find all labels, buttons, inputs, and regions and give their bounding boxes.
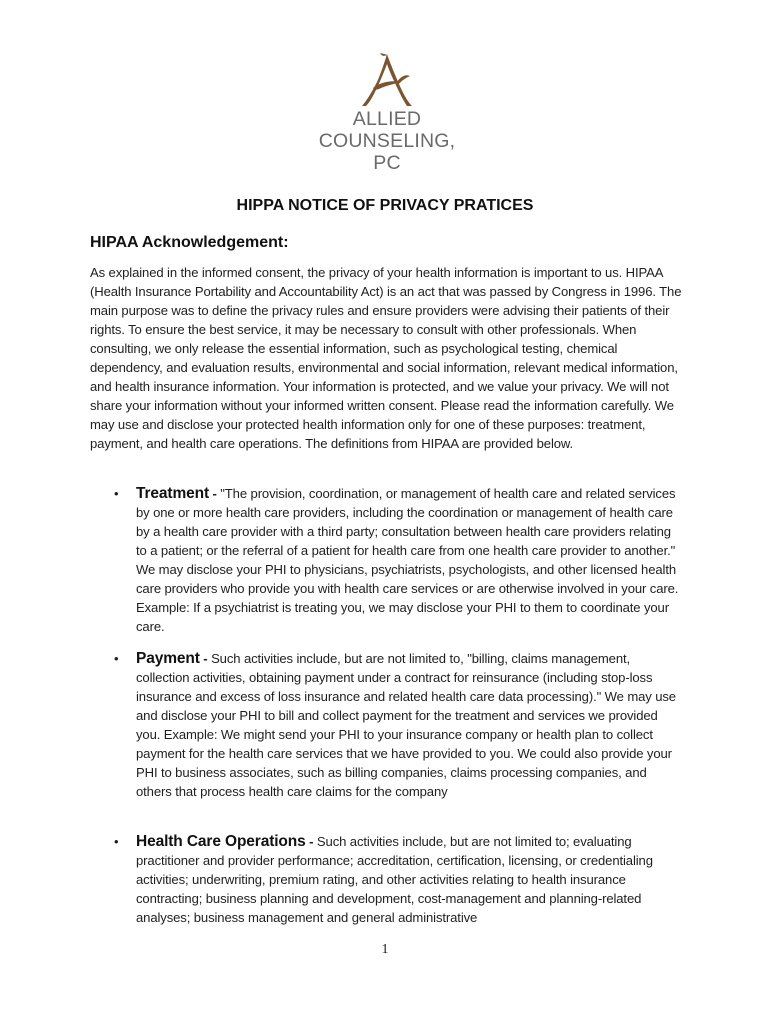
page-number: 1 xyxy=(381,942,389,957)
logo-line-1: ALLIED xyxy=(352,108,422,130)
term-separator: - xyxy=(199,651,212,666)
list-item-treatment xyxy=(114,484,684,636)
logo-line-3: PC xyxy=(373,152,401,174)
definition-payment: Such activities include, but are not limited to, "billing, claims management, collection activities, obtaining payment under a contract for reinsurance (including stop-loss insurance and excess of loss insurance and related health care data processing)." We may use and disclose your PHI to bill and collect payment for the treatment and services we provided you. Example: We might send your PHI to your insurance company or health plan to collect payment for the health care services that we have provided to you. We could also provide your PHI to business associates, such as billing companies, claims processing companies, and others that process health care claims for the company xyxy=(136,651,676,799)
logo-line-2: COUNSELING, xyxy=(318,130,456,152)
term-payment: Payment xyxy=(136,650,200,667)
term-treatment: Treatment xyxy=(136,485,209,502)
bullet-icon: • xyxy=(114,486,119,501)
list-item-health-care-operations xyxy=(114,832,684,927)
term-health-care-operations: Health Care Operations xyxy=(136,833,306,850)
bullet-icon: • xyxy=(114,834,119,849)
acknowledgement-heading: HIPAA Acknowledgement: xyxy=(90,234,289,251)
definition-health-care-operations: Such activities include, but are not limited to; evaluating practitioner and provider performance; accreditation, certification, licensing, or credentialing activities; underwriting, premium rating, and other activities relating to health insurance contracting; business planning and development, cost-management and planning-related analyses; business management and general administrative xyxy=(136,834,653,925)
document-title: HIPPA NOTICE OF PRIVACY PRATICES xyxy=(236,197,534,214)
definition-treatment: "The provision, coordination, or management of health care and related services by one or more health care providers, including the coordination or management of health care by a health care provider with a third party; consultation between health care providers relating to a patient; or the referral of a patient for health care from one health care provider to another." We may disclose your PHI to physicians, psychiatrists, psychologists, and other licensed health care providers who provide you with health care services or are otherwise involved in your care. Example: If a psychiatrist is treating you, we may disclose your PHI to them to coordinate your care. xyxy=(136,486,679,634)
term-separator: - xyxy=(209,486,221,501)
company-logo xyxy=(318,52,456,174)
list-item-payment xyxy=(114,649,684,801)
allied-a-monogram-icon xyxy=(357,52,417,108)
term-separator: - xyxy=(305,834,317,849)
intro-paragraph: As explained in the informed consent, the privacy of your health information is important to us. HIPAA (Health Insurance Portability and Accountability Act) is an act that was passed by Congress in 1996. The main purpose was to define the privacy rules and ensure providers were advising their patients of their rights. To ensure the best service, it may be necessary to consult with other professionals. When consulting, we only release the essential information, such as psychological testing, chemical dependency, and evaluation results, environmental and social information, relevant medical information, and health insurance information. Your information is protected, and we value your privacy. We will not share your information without your informed written consent. Please read the information carefully. We may use and disclose your protected health information only for one of these purposes: treatment, payment, and health care operations. The definitions from HIPAA are provided below. xyxy=(90,265,682,451)
bullet-icon: • xyxy=(114,651,119,666)
